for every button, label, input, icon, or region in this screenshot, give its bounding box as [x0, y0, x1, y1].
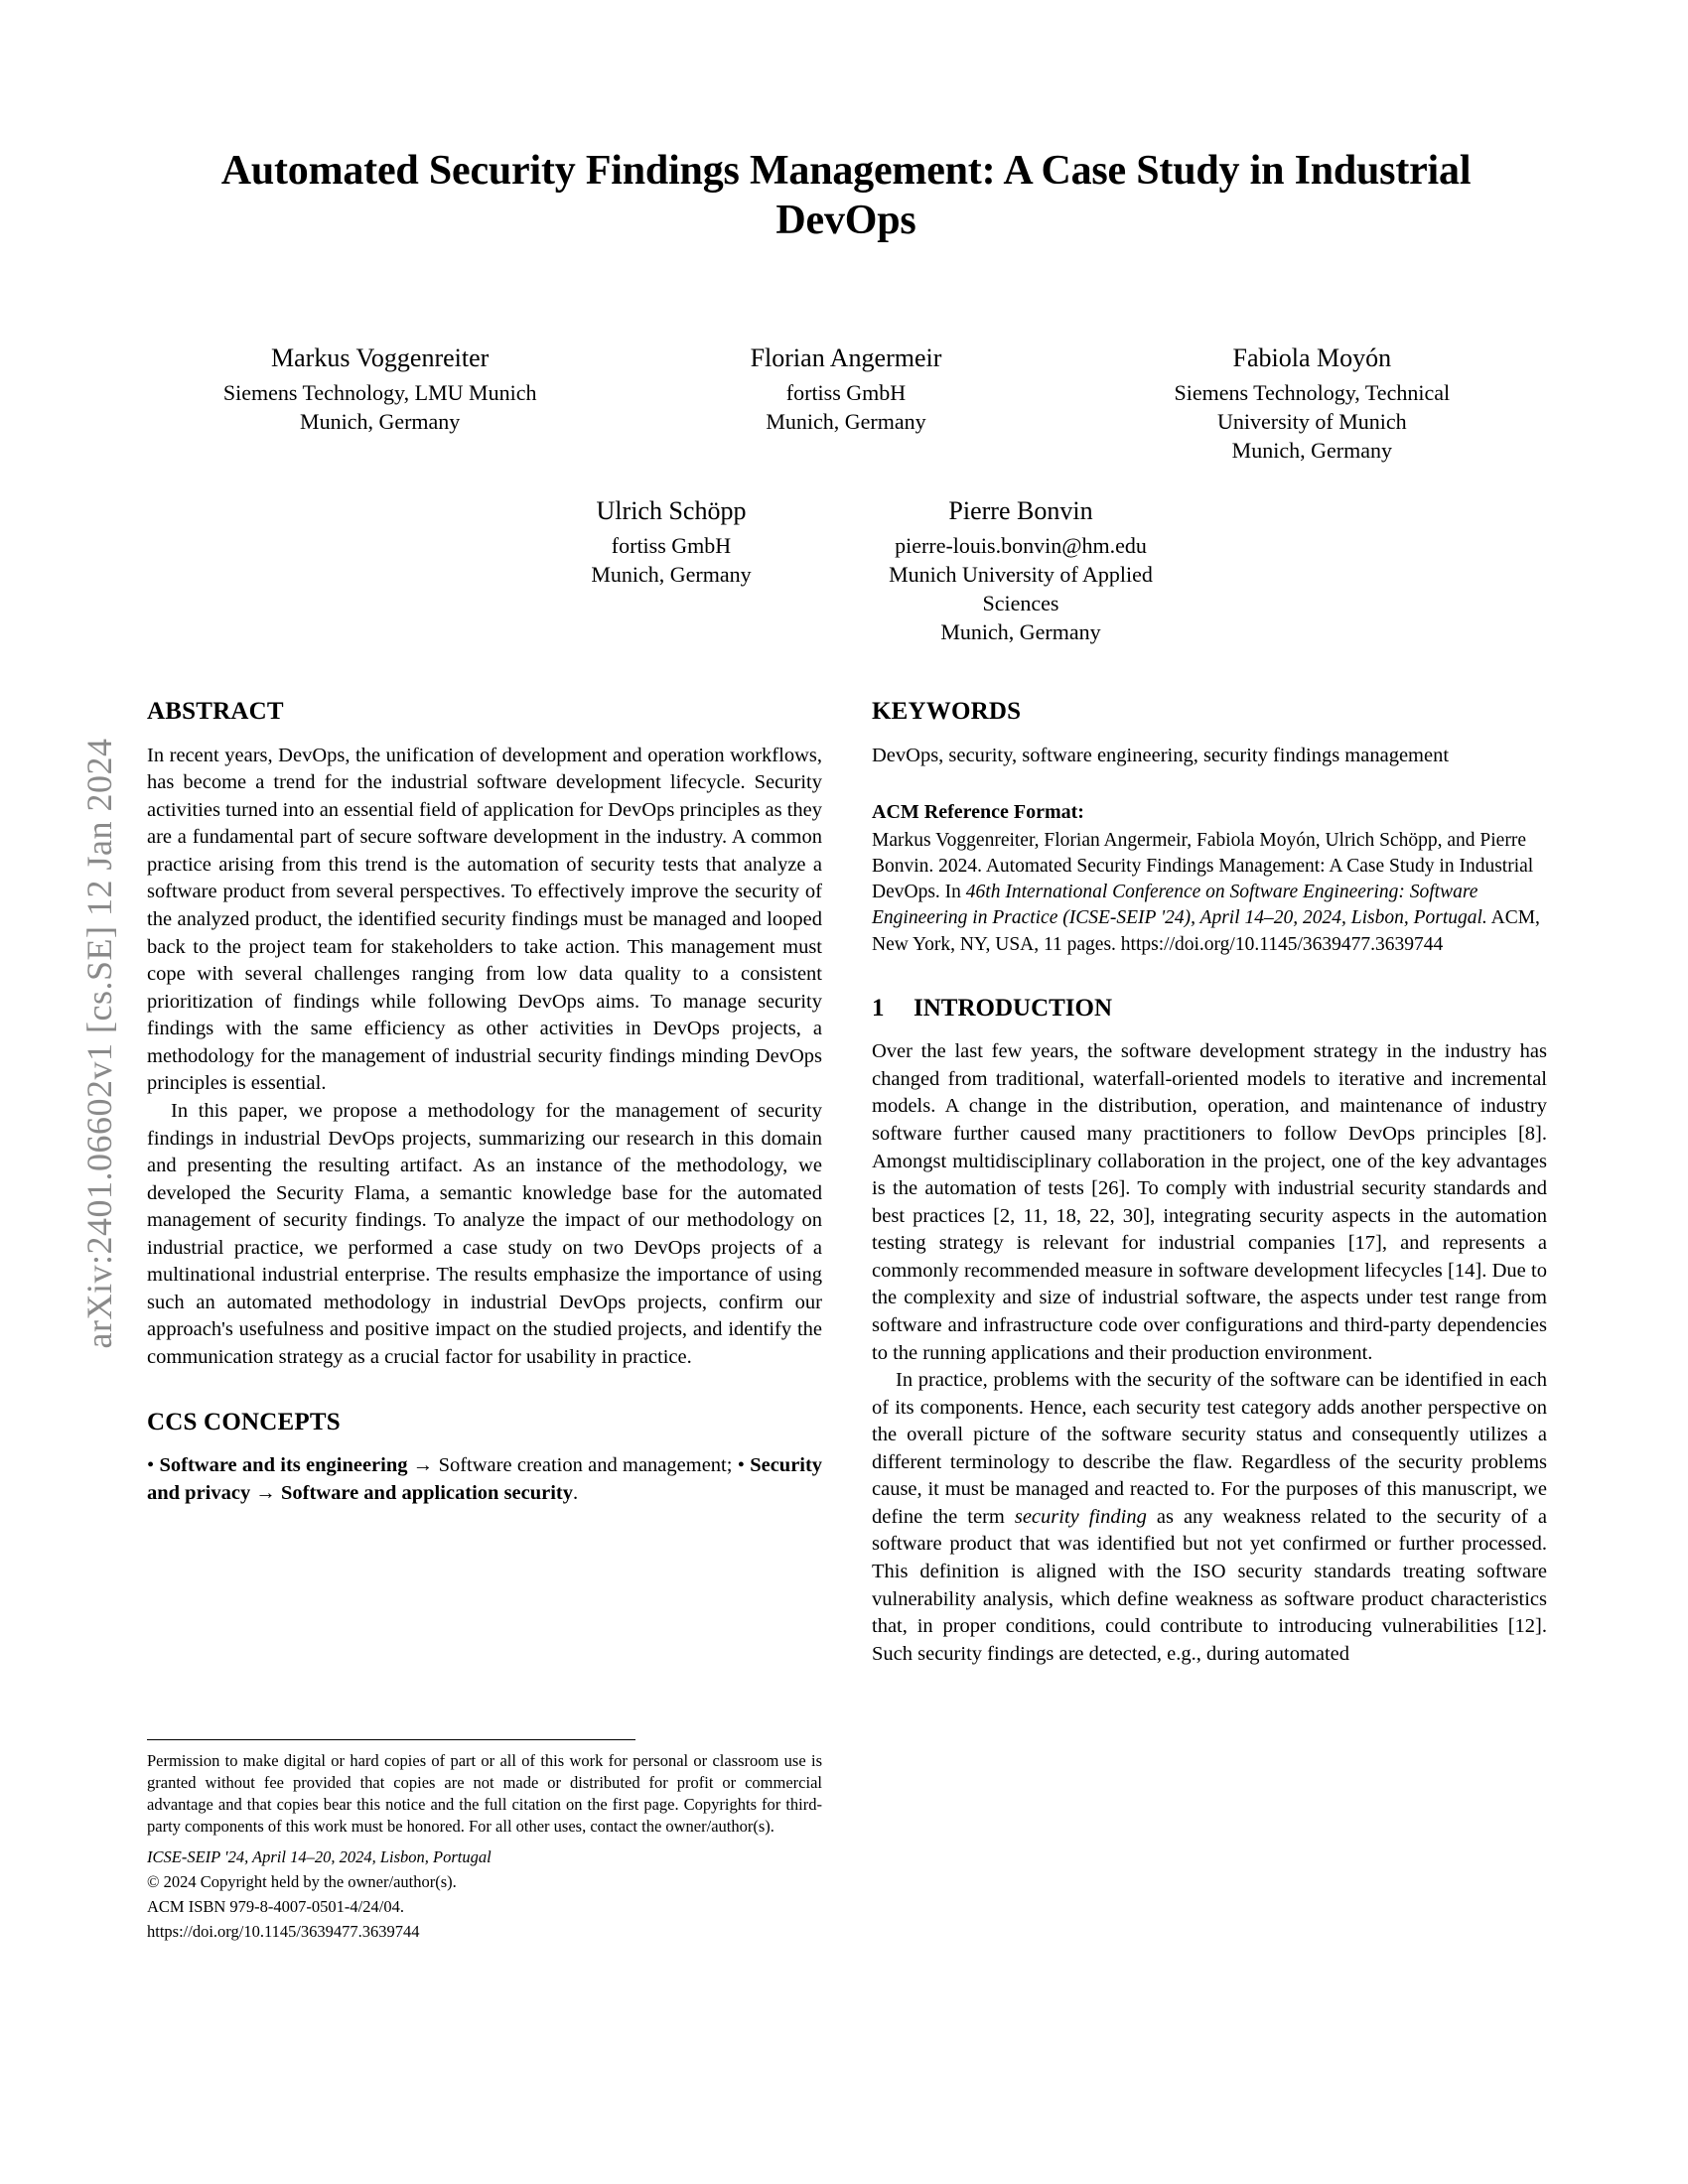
abstract-heading: ABSTRACT	[147, 698, 284, 725]
doi-link[interactable]: https://doi.org/10.1145/3639477.3639744	[147, 1921, 420, 1941]
ccs-term-2: Security and privacy	[147, 1454, 823, 1504]
acm-ref-plain-2: ACM, New York, NY, USA, 11 pages. https://doi.org/10.1145/3639477.3639744	[872, 907, 1540, 955]
authors-row-first	[147, 341, 1545, 465]
abstract-paragraph-2: In this paper, we propose a methodology for the management of security findings in industrial DevOps projects, summarizing our research in this domain and presenting the resulting artifact. As an instance of the methodology, we developed the Security Flama, a semantic knowledge base for the automated management of security findings. To analyze the impact of our methodology on industrial practice, we performed a case study on two DevOps projects of a multinational industrial enterprise. The results emphasize the importance of using such an automated methodology in industrial DevOps projects, confirm our approach's usefulness and positive impact on the studied projects, and identify the communication strategy as a crucial factor for usability in practice.	[147, 1099, 822, 1368]
introduction-heading	[872, 992, 1547, 1025]
ccs-bullet: •	[147, 1454, 155, 1477]
isbn-line: ACM ISBN 979-8-4007-0501-4/24/04.	[147, 1896, 404, 1916]
author-entry	[613, 341, 1078, 465]
acm-reference-heading: ACM Reference Format:	[872, 801, 1084, 824]
acm-ref-plain-1: Markus Voggenreiter, Florian Angermeir, Fabiola Moyón, Ulrich Schöpp, and Pierre Bonvin. 2024. Automated Security Findings Management: A Case Study in Industrial DevOps. In	[872, 830, 1534, 903]
permission-notice: Permission to make digital or hard copies of part or all of this work for personal or classroom use is granted without fee provided that copies are not made or distributed for profit or commercial advantage and that copies bear this notice and the full citation on the first page. Copyrights for third-party components of this work must be honored. For all other uses, contact the owner/author(s).	[147, 1751, 822, 1836]
author-location: Munich, Germany	[940, 619, 1101, 645]
author-location: Munich, Germany	[1231, 438, 1392, 464]
authors-row-second	[147, 494, 1545, 647]
intro-p2-post: as any weakness related to the security of a software product that was identified but not yet confirmed or further processed. This definition is aligned with the ISO security standards treating software vulnerability analysis, which define weakness as software product characteristics that, in proper conditions, could contribute to introducing vulnerabilities [12]. Such security findings are detected, e.g., during automated	[872, 1505, 1547, 1665]
ccs-heading: CCS CONCEPTS	[147, 1408, 341, 1435]
layout-spacer	[1196, 494, 1545, 647]
keywords-text: DevOps, security, software engineering, security findings management	[872, 744, 1450, 766]
intro-p2-term: security finding	[1014, 1505, 1147, 1528]
ccs-period: .	[573, 1481, 579, 1504]
page-title: Automated Security Findings Management: A Case Study in Industrial DevOps	[220, 148, 1472, 243]
layout-spacer	[147, 494, 496, 647]
arxiv-stamp: arXiv:2401.06602v1 [cs.SE] 12 Jan 2024	[79, 738, 119, 1349]
ccs-term-1: Software and its engineering	[159, 1454, 408, 1477]
author-location: Munich, Germany	[300, 408, 461, 434]
author-entry	[846, 494, 1196, 647]
author-location: Munich, Germany	[766, 408, 926, 434]
copyright-block	[147, 1739, 822, 1943]
title-block	[147, 147, 1545, 245]
author-affiliation-cont: Sciences	[982, 591, 1059, 616]
section-number: 1	[872, 994, 885, 1022]
author-name: Fabiola Moyón	[1232, 343, 1392, 372]
author-affiliation: fortiss GmbH	[785, 379, 907, 405]
ccs-sub-2: Software and application security	[280, 1481, 574, 1504]
author-name: Florian Angermeir	[750, 343, 942, 372]
author-email[interactable]: pierre-louis.bonvin@hm.edu	[895, 532, 1147, 558]
intro-paragraph-1: Over the last few years, the software development strategy in the industry has changed from traditional, waterfall-oriented models to iterative and incremental models. A change in the distribution, operation, and maintenance of industry software further caused many practitioners to follow DevOps principles [8]. Amongst multidisciplinary collaboration in the project, one of the key advantages is the automation of tests [26]. To comply with industrial security standards and best practices [2, 11, 18, 22, 30], integrating security aspects in the automation testing strategy is relevant for industrial companies [17], and represents a commonly recommended measure in software development lifecycles [14]. Due to the complexity and size of industrial software, the aspects under test range from software and infrastructure code over configurations and third-party dependencies to the running applications and their production environment.	[872, 1040, 1547, 1364]
ccs-bullet-2: •	[737, 1454, 745, 1477]
ccs-sub-1: Software creation and management;	[438, 1454, 733, 1477]
author-name: Pierre Bonvin	[948, 496, 1093, 525]
acm-ref-italic: 46th International Conference on Software Engineering: Software Engineering in Practice (ICSE-SEIP '24), April 14–20, 2024, Lisbon, Portugal.	[872, 882, 1487, 929]
author-affiliation: Siemens Technology, LMU Munich	[222, 379, 537, 405]
ccs-arrow-2: →	[255, 1481, 276, 1504]
abstract-paragraph-1: In recent years, DevOps, the unification of development and operation workflows, has become a trend for the industrial software development lifecycle. Security activities turned into an essential field of application for DevOps principles as they are a fundamental part of secure software development in the industry. A common practice arising from this trend is the automation of security tests that analyze a software product from several perspectives. To effectively improve the security of the analyzed product, the identified security findings must be managed and looped back to the project team for stakeholders to take action. This management must cope with several challenges ranging from low data quality to a consistent prioritization of findings while following DevOps aims. To manage security findings with the same efficiency as other activities in DevOps projects, a methodology for the management of industrial security findings minding DevOps principles is essential.	[147, 744, 822, 1095]
author-affiliation: fortiss GmbH	[611, 532, 732, 558]
ccs-arrow-1: →	[412, 1454, 434, 1477]
acm-reference-text	[872, 828, 1547, 958]
author-affiliation: Munich University of Applied	[889, 561, 1153, 587]
author-name: Markus Voggenreiter	[271, 343, 490, 372]
keywords-heading: KEYWORDS	[872, 698, 1022, 725]
section-title: INTRODUCTION	[914, 994, 1113, 1022]
author-location: Munich, Germany	[591, 561, 752, 587]
author-entry	[147, 341, 613, 465]
copyright-line: © 2024 Copyright held by the owner/author(s).	[147, 1871, 457, 1891]
right-column	[872, 695, 1547, 1668]
author-entry	[1079, 341, 1545, 465]
author-affiliation: Siemens Technology, Technical	[1174, 379, 1451, 405]
conference-line: ICSE-SEIP '24, April 14–20, 2024, Lisbon, Portugal	[147, 1846, 492, 1866]
left-column	[147, 695, 822, 1507]
author-name: Ulrich Schöpp	[596, 496, 747, 525]
ccs-concepts-text	[147, 1452, 822, 1507]
intro-p2-pre: In practice, problems with the security of the software can be identified in each of its components. Hence, each security test category adds another perspective on the overall picture of the software security status and consequently utilizes a different terminology to describe the flaw. Regardless of the security problems cause, it must be managed and reacted to. For the purposes of this manuscript, we define the term	[872, 1369, 1547, 1528]
author-affiliation-cont: University of Munich	[1216, 408, 1407, 434]
author-entry	[496, 494, 846, 647]
intro-paragraph-2	[872, 1367, 1547, 1668]
copyright-divider	[147, 1739, 635, 1740]
